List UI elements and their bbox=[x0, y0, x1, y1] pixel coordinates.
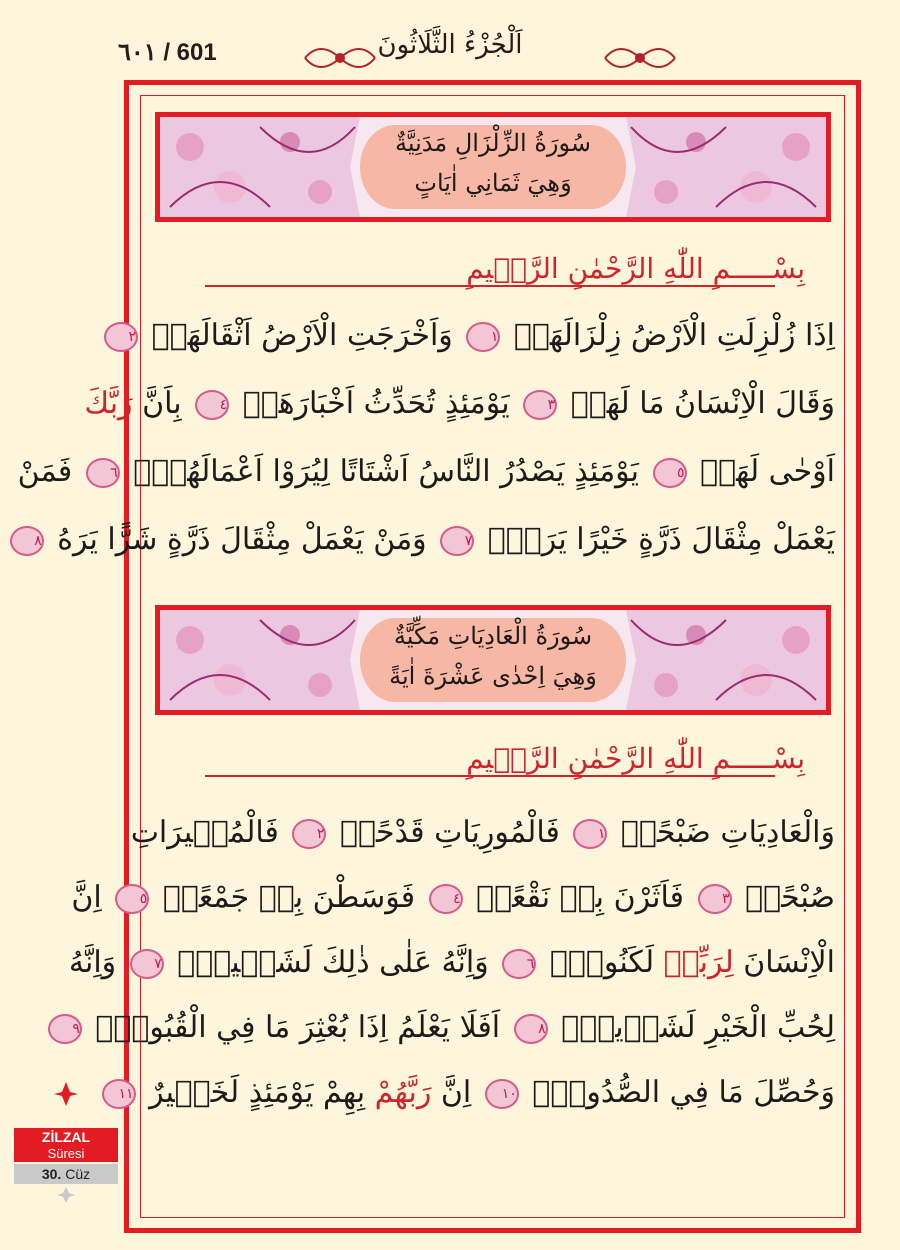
verse-text: بِاَنَّ bbox=[142, 386, 182, 421]
ayah-marker-icon: ١٠ bbox=[485, 1079, 519, 1109]
verse-text: اِنَّ bbox=[71, 880, 102, 915]
page-header bbox=[0, 0, 900, 80]
verse-text: وَمَنْ يَعْمَلْ مِثْقَالَ ذَرَّةٍ شَرًّا يَرَهُ bbox=[57, 522, 427, 557]
ayah-marker-icon: ٣ bbox=[523, 390, 557, 420]
verse-text: وَاِنَّهُ عَلٰى ذٰلِكَ لَشَه۪يدٌۚ bbox=[177, 945, 489, 980]
basmala-text: بِسْـــــمِ اللّٰهِ الرَّحْمٰنِ الرَّح۪يمِ bbox=[466, 742, 805, 775]
sura-title: سُورَةُ الزِّلْزَالِ مَدَنِيَّةٌ bbox=[394, 129, 592, 157]
basmala bbox=[175, 250, 815, 300]
ayah-marker-icon: ٣ bbox=[698, 884, 732, 914]
ayah-marker-icon: ٤ bbox=[429, 884, 463, 914]
page-number: ٦٠١ / 601 bbox=[118, 39, 217, 66]
ayah-marker-icon: ٧ bbox=[440, 526, 474, 556]
verse-line bbox=[72, 1010, 835, 1068]
ayah-marker-icon: ١ bbox=[466, 322, 500, 352]
verse-line bbox=[68, 945, 835, 1003]
verse-text: وَحُصِّلَ مَا فِي الصُّدُورِۙ bbox=[532, 1075, 835, 1110]
verse-line bbox=[84, 386, 835, 444]
sura-subtitle: وَهِيَ ثَمَانِي اٰيَاتٍ bbox=[414, 169, 572, 197]
verse-text: الْاِنْسَانَ bbox=[743, 945, 835, 980]
verse-text: فَوَسَطْنَ بِه۪ جَمْعًاۙ bbox=[162, 880, 416, 915]
ayah-marker-icon: ٨ bbox=[10, 526, 44, 556]
sura-header-zilzal bbox=[155, 112, 831, 222]
verse-line bbox=[130, 815, 835, 873]
verse-line bbox=[118, 1075, 835, 1133]
verse-text: يَوْمَئِذٍ يَصْدُرُ النَّاسُ اَشْتَاتًا لِيُرَوْا اَعْمَالَهُمْۜ bbox=[133, 454, 640, 489]
ayah-marker-icon: ١ bbox=[573, 819, 607, 849]
sura-header-adiyat bbox=[155, 605, 831, 715]
verse-text: فَاَثَرْنَ بِه۪ نَقْعًاۙ bbox=[476, 880, 684, 915]
ayah-marker-icon: ٦ bbox=[502, 949, 536, 979]
verse-line bbox=[34, 522, 835, 580]
ayah-marker-icon: ٨ bbox=[514, 1014, 548, 1044]
ayah-marker-icon: ٩ bbox=[48, 1014, 82, 1044]
ayah-marker-icon: ٤ bbox=[195, 390, 229, 420]
verse-text: اَفَلَا يَعْلَمُ اِذَا بُعْثِرَ مَا فِي الْقُبُورِۙ bbox=[95, 1010, 501, 1045]
ayah-marker-icon: ٦ bbox=[86, 458, 120, 488]
verse-line bbox=[17, 454, 835, 512]
verse-text: فَالْمُغ۪يرَاتِ bbox=[130, 815, 279, 850]
verse-text: اِنَّ bbox=[440, 1075, 472, 1110]
fleur-ornament-icon bbox=[56, 1186, 76, 1204]
verse-text-highlight: لِرَبِّه۪ bbox=[663, 945, 734, 980]
ayah-marker-icon: ٥ bbox=[653, 458, 687, 488]
verse-text: لَكَنُودٌۚ bbox=[549, 945, 655, 980]
side-tab-juz-number: 30. bbox=[41, 1166, 62, 1182]
juz-title: اَلْجُزْءُ الثَّلَاثُونَ bbox=[377, 30, 523, 60]
verse-text-highlight: رَبَّهُمْ bbox=[374, 1075, 432, 1110]
verse-text: وَاِنَّهُ bbox=[68, 945, 117, 980]
verse-text: فَالْمُورِيَاتِ قَدْحًاۙ bbox=[339, 815, 560, 850]
ayah-marker-icon: ٥ bbox=[115, 884, 149, 914]
ayah-marker-icon: ٢ bbox=[292, 819, 326, 849]
verse-text: بِهِمْ يَوْمَئِذٍ لَخَب۪يرٌ bbox=[149, 1075, 366, 1110]
verse-line bbox=[71, 880, 835, 938]
verse-text: صُبْحًاۙ bbox=[745, 880, 835, 915]
verse-text: وَالْعَادِيَاتِ ضَبْحًاۙ bbox=[620, 815, 835, 850]
verse-text: يَوْمَئِذٍ تُحَدِّثُ اَخْبَارَهَاۙ bbox=[242, 386, 510, 421]
verse-line bbox=[128, 318, 835, 376]
ayah-marker-icon: ٧ bbox=[130, 949, 164, 979]
right-header-ornament-icon bbox=[600, 40, 680, 76]
sura-title: سُورَةُ الْعَادِيَاتِ مَكِّيَّةٌ bbox=[393, 622, 593, 650]
sura-subtitle: وَهِيَ اِحْدٰى عَشْرَةَ اٰيَةً bbox=[389, 662, 597, 690]
basmala bbox=[175, 740, 815, 790]
side-tab-sura-name: ZİLZAL bbox=[14, 1128, 118, 1146]
side-tab-juz-word: Cüz bbox=[65, 1166, 91, 1182]
side-tab-juz bbox=[14, 1164, 118, 1184]
side-tab-sura-word: Süresi bbox=[14, 1146, 118, 1162]
verse-text-highlight: رَبَّكَ bbox=[84, 386, 133, 421]
verse-text: لِحُبِّ الْخَيْرِ لَشَد۪يدٌۜ bbox=[561, 1010, 835, 1045]
verse-text: وَاَخْرَجَتِ الْاَرْضُ اَثْقَالَهَاۙ bbox=[151, 318, 453, 353]
fleur-ornament-icon bbox=[52, 1080, 80, 1108]
verse-text: يَعْمَلْ مِثْقَالَ ذَرَّةٍ خَيْرًا يَرَهُۜ bbox=[487, 522, 835, 557]
verse-text: فَمَنْ bbox=[17, 454, 73, 489]
sura-side-tab[interactable] bbox=[14, 1108, 118, 1182]
verse-text: اَوْحٰى لَهَاۜ bbox=[700, 454, 835, 489]
basmala-text: بِسْـــــمِ اللّٰهِ الرَّحْمٰنِ الرَّح۪يمِ bbox=[466, 252, 805, 285]
ayah-marker-icon: ١١ bbox=[102, 1079, 136, 1109]
verse-text: اِذَا زُلْزِلَتِ الْاَرْضُ زِلْزَالَهَاۙ bbox=[513, 318, 835, 353]
verse-text: وَقَالَ الْاِنْسَانُ مَا لَهَاۚ bbox=[570, 386, 835, 421]
ayah-marker-icon: ٢ bbox=[104, 322, 138, 352]
